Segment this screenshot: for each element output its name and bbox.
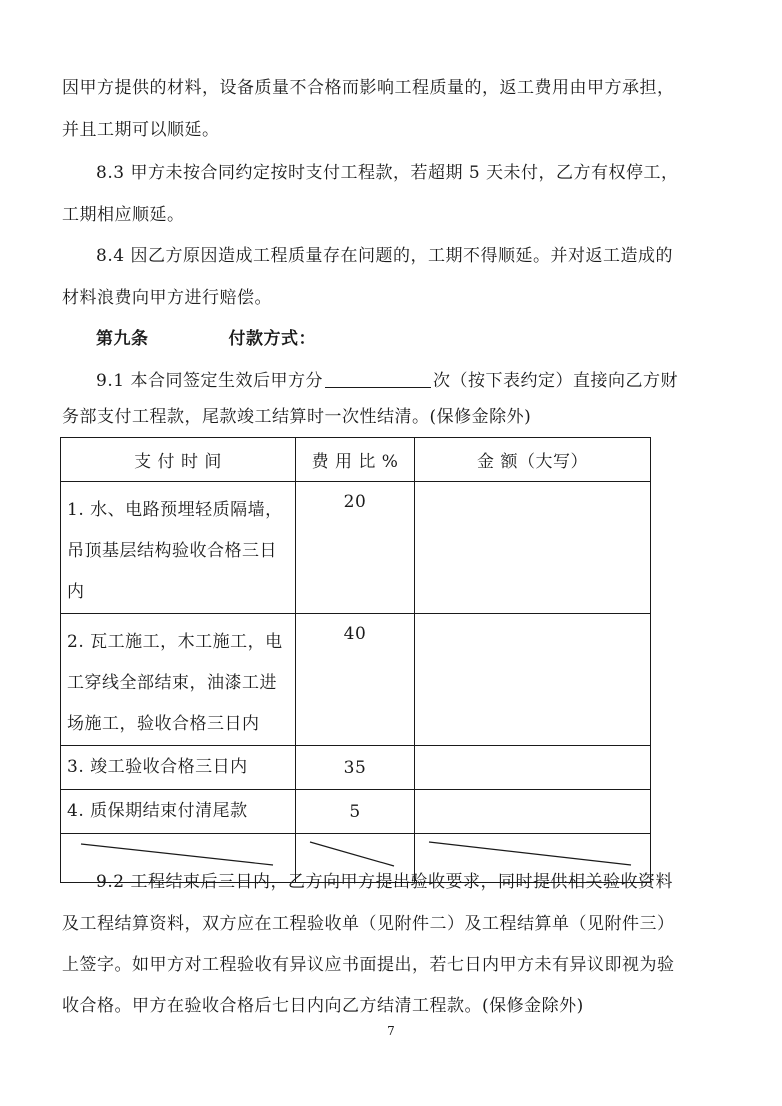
cell-line: 吊顶基层结构验收合格三日 (67, 541, 277, 561)
payment-schedule-table (60, 437, 651, 883)
clause-9-1-line: 务部支付工程款，尾款竣工结算时一次性结清。(保修金除外) (62, 407, 532, 427)
paragraph-line: 因甲方提供的材料，设备质量不合格而影响工程质量的，返工费用由甲方承担， (62, 78, 675, 98)
clause-8-3-line: 8.3 甲方未按合同约定按时支付工程款，若超期 5 天未付，乙方有权停工， (96, 163, 679, 183)
clause-9-2-line: 上签字。如甲方对工程验收有异议应书面提出，若七日内甲方未有异议即视为验 (62, 955, 675, 975)
amount-cell (415, 790, 651, 834)
article-heading (96, 327, 756, 351)
amount-cell (415, 746, 651, 790)
table-header-row (61, 438, 651, 482)
clause-8-3-line: 工期相应顺延。 (62, 205, 185, 225)
clause-9-1-text: 次（按下表约定）直接向乙方财 (432, 371, 678, 391)
cell-line: 内 (67, 582, 85, 602)
payment-time-cell (61, 482, 296, 614)
paragraph-line: 并且工期可以顺延。 (62, 120, 220, 140)
cell-line: 2. 瓦工施工，木工施工，电 (67, 632, 283, 652)
cell-line: 4. 质保期结束付清尾款 (67, 801, 248, 821)
header-amount: 金 额（大写） (415, 438, 651, 482)
table-row (61, 746, 651, 790)
table-row (61, 790, 651, 834)
installments-blank (325, 369, 431, 388)
header-ratio: 费 用 比 % (296, 438, 415, 482)
clause-8-4-line: 材料浪费向甲方进行赔偿。 (62, 288, 272, 308)
ratio-value: 35 (343, 757, 367, 778)
amount-cell (415, 482, 651, 614)
ratio-cell (296, 790, 415, 834)
clause-9-1-line (96, 369, 756, 393)
clause-9-2-line: 9.2 工程结束后三日内，乙方向甲方提出验收要求，同时提供相关验收资料 (96, 872, 673, 892)
header-payment-time: 支 付 时 间 (61, 438, 296, 482)
clause-9-2-line: 及工程结算资料，双方应在工程验收单（见附件二）及工程结算单（见附件三） (62, 914, 675, 934)
page-number: 7 (387, 1024, 395, 1038)
payment-time-cell (61, 614, 296, 746)
ratio-value: 20 (343, 492, 367, 512)
ratio-cell (296, 614, 415, 746)
cell-line: 3. 竣工验收合格三日内 (67, 757, 248, 777)
clause-8-4-line: 8.4 因乙方原因造成工程质量存在问题的，工期不得顺延。并对返工造成的 (96, 246, 673, 266)
clause-9-1-text: 9.1 本合同签定生效后甲方分 (96, 371, 323, 391)
ratio-value: 5 (349, 801, 361, 822)
table-row (61, 614, 651, 746)
cell-line: 1. 水、电路预埋轻质隔墙， (67, 500, 283, 520)
ratio-cell (296, 746, 415, 790)
amount-cell (415, 614, 651, 746)
article-number: 第九条 (96, 329, 149, 349)
article-title: 付款方式： (228, 329, 316, 349)
ratio-value: 40 (343, 624, 367, 644)
payment-time-cell (61, 790, 296, 834)
clause-9-2-line: 收合格。甲方在验收合格后七日内向乙方结清工程款。(保修金除外) (62, 996, 584, 1016)
cell-line: 场施工，验收合格三日内 (67, 714, 260, 734)
payment-time-cell (61, 746, 296, 790)
table-row (61, 482, 651, 614)
cell-line: 工穿线全部结束，油漆工进 (67, 673, 277, 693)
ratio-cell (296, 482, 415, 614)
